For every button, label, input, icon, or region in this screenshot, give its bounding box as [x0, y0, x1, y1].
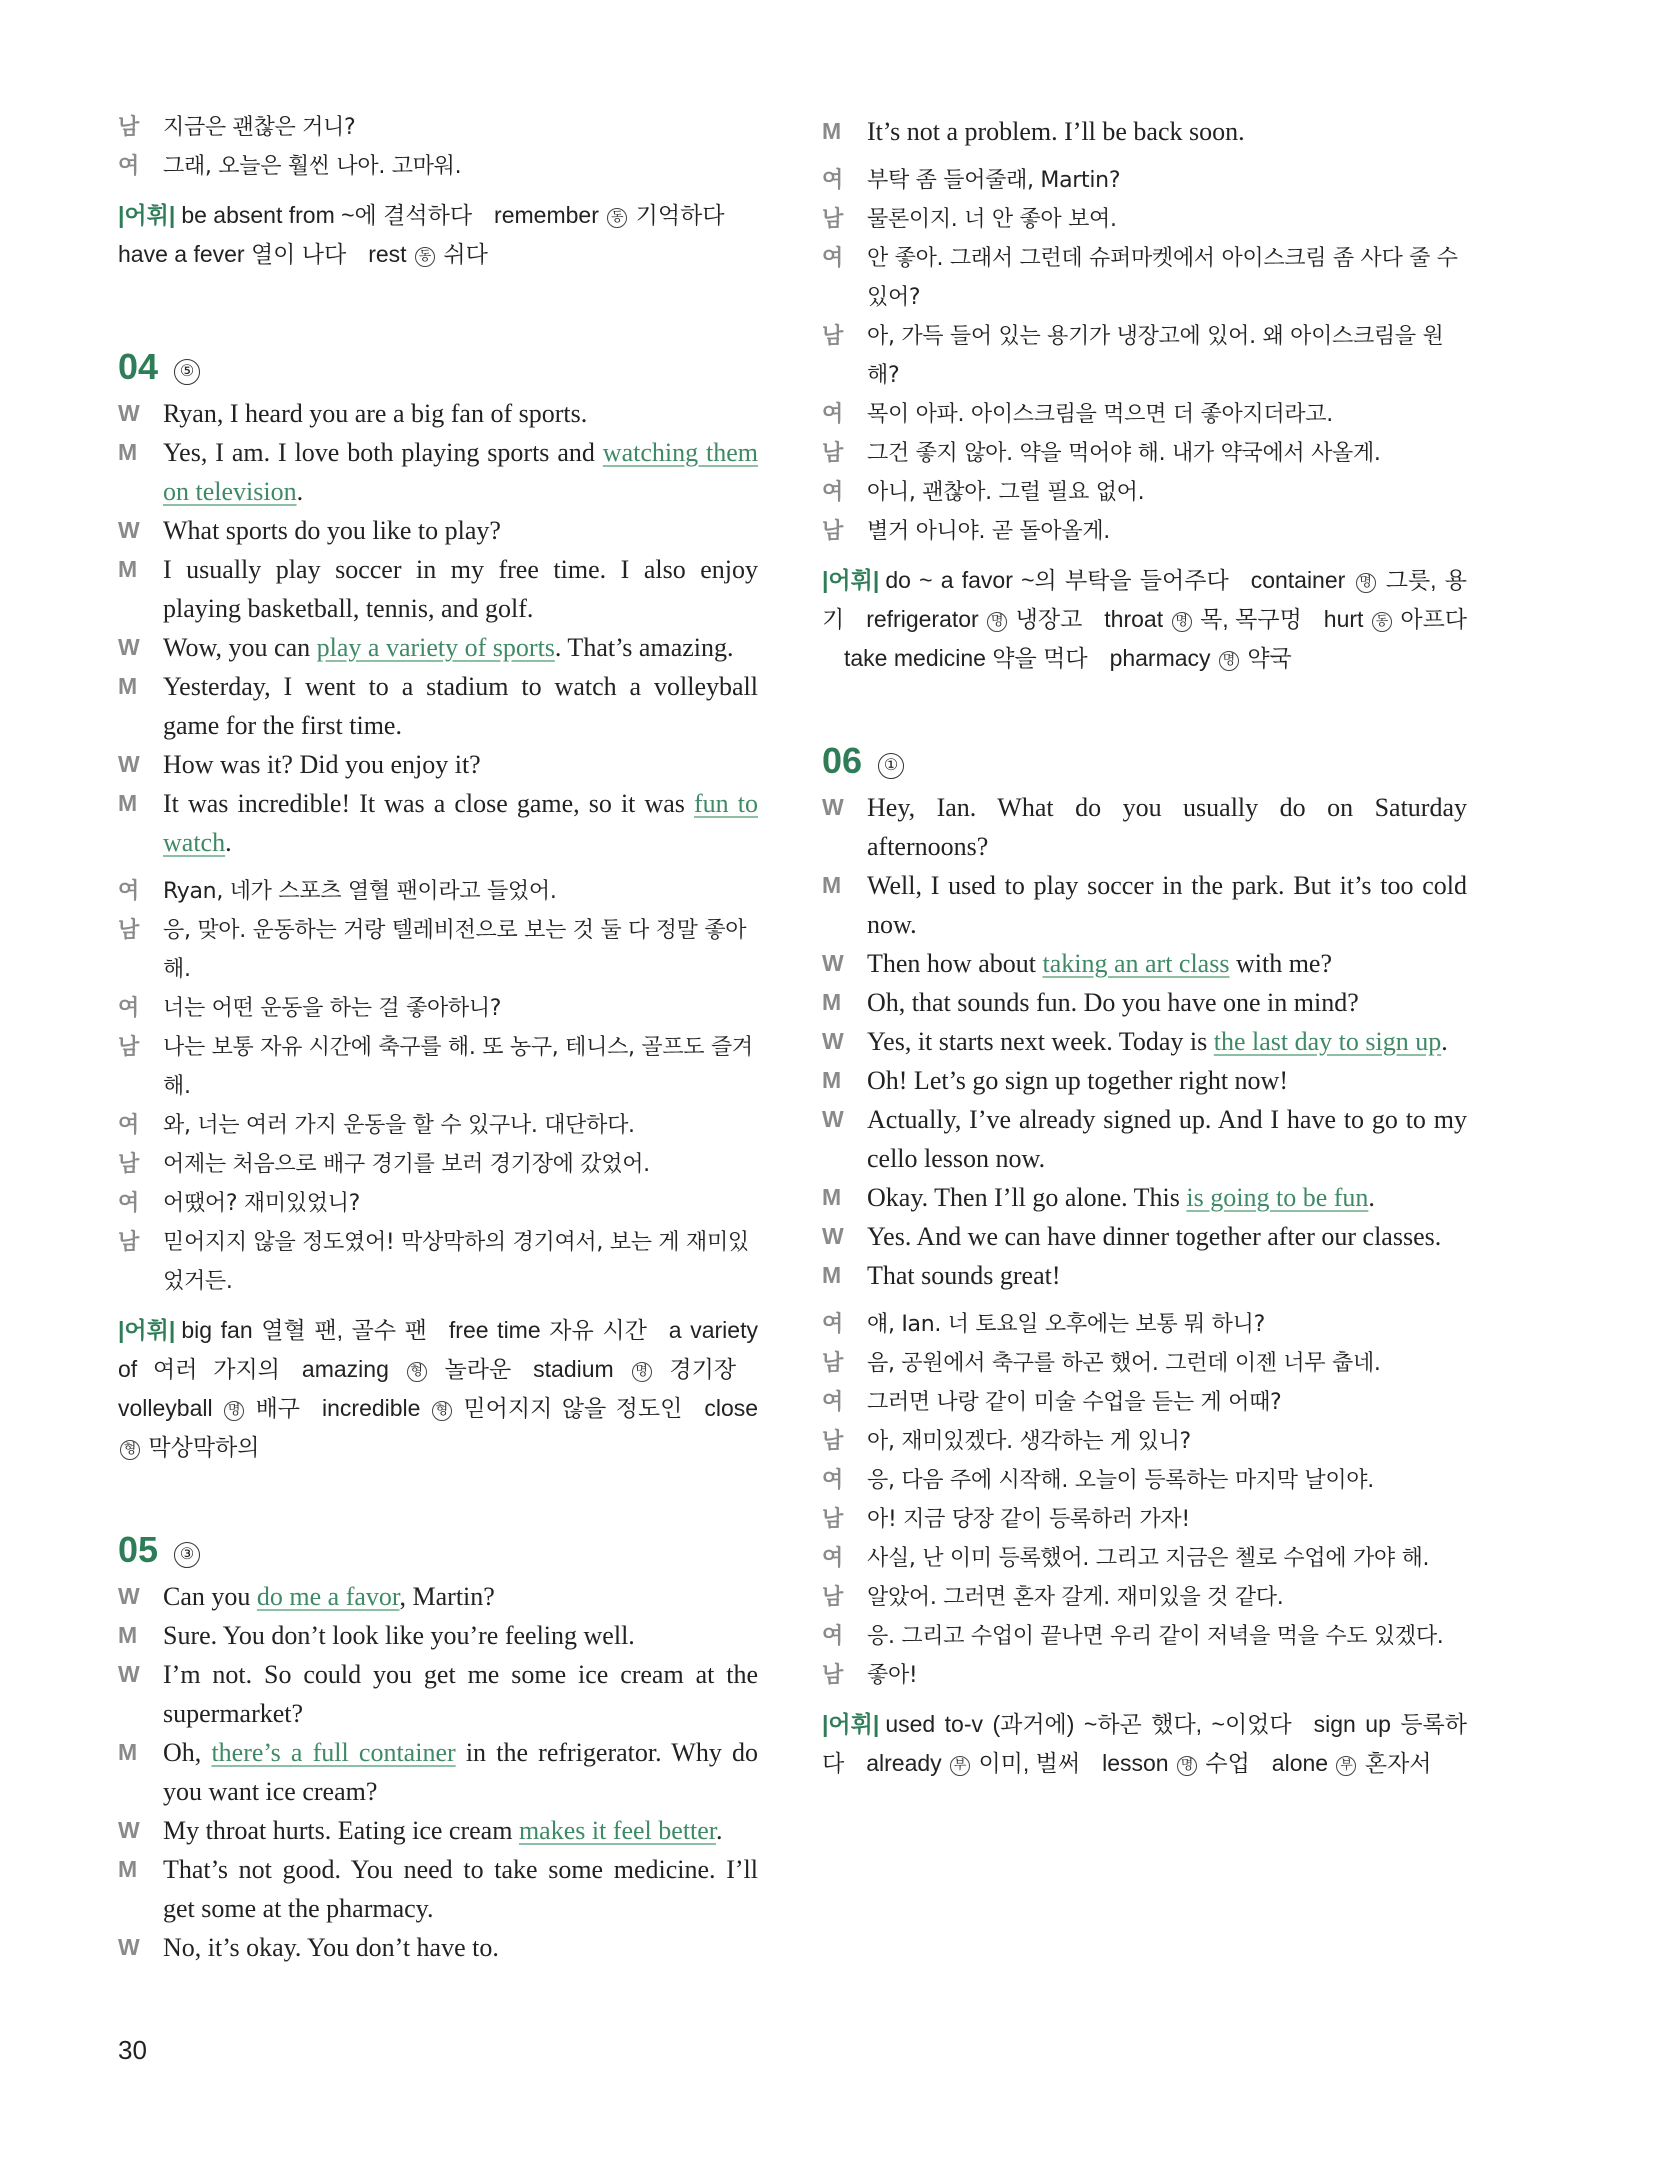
translation-line — [822, 317, 1467, 395]
speaker-label: 남 — [822, 519, 843, 544]
vocab-term: be absent from ~에 결석하다 — [181, 202, 473, 228]
speaker-label: W — [822, 1223, 844, 1249]
dialogue-line — [118, 1655, 758, 1733]
vocab-term: have a fever 열이 나다 — [118, 241, 347, 267]
dialogue-text — [163, 550, 758, 628]
speaker-label: W — [822, 950, 844, 976]
key-phrase: do me a favor — [256, 1582, 400, 1611]
dialogue-line — [822, 1100, 1467, 1178]
translation-text: 지금은 괜찮은 거니? — [163, 115, 356, 140]
speaker-label: 여 — [822, 246, 843, 271]
vocab-term: do ~ a favor ~의 부탁을 들어주다 — [885, 567, 1229, 593]
vocab-term: refrigerator — [866, 606, 979, 632]
key-phrase: makes it feel better — [518, 1816, 717, 1845]
translation-line — [118, 147, 758, 186]
translation-line — [822, 512, 1467, 551]
translation-line — [822, 1383, 1467, 1422]
pos-badge: 명 — [987, 612, 1007, 632]
key-phrase: there’s a full container — [211, 1738, 456, 1767]
question-number: 05 — [118, 1529, 159, 1570]
translation-text: 알았어. 그러면 혼자 갈게. 재미있을 것 같다. — [867, 1585, 1284, 1610]
dialogue-line — [118, 667, 758, 745]
vocab-term: lesson — [1102, 1750, 1169, 1776]
text-run: Yes, I am. I love both playing sports and — [163, 438, 603, 467]
translation-text: 아, 가득 들어 있는 용기가 냉장고에 있어. 왜 아이스크림을 원해? — [867, 324, 1444, 388]
translation-text: 어땠어? 재미있었니? — [163, 1191, 361, 1216]
translation-line — [118, 1184, 758, 1223]
dialogue-text — [163, 511, 758, 550]
dialogue-text — [867, 1217, 1467, 1256]
vocab-term: take medicine 약을 먹다 — [844, 645, 1088, 671]
speaker-label: 남 — [822, 1663, 843, 1688]
vocab-term: used to-v (과거에) ~하곤 했다, ~이었다 — [885, 1711, 1292, 1737]
dialogue-06 — [822, 788, 1467, 1295]
speaker-label: M — [822, 872, 842, 898]
dialogue-line — [118, 784, 758, 862]
question-header-05 — [118, 1529, 758, 1571]
text-run: I’m not. So could you get me some ice cream at the supermarket? — [163, 1660, 758, 1728]
speaker-label: 여 — [822, 1312, 843, 1337]
translation-text: 응. 그리고 수업이 끝나면 우리 같이 저녁을 먹을 수도 있겠다. — [867, 1624, 1444, 1649]
dialogue-line — [118, 1850, 758, 1928]
text-run: Well, I used to play soccer in the park. But it’s too cold now. — [867, 871, 1467, 939]
translation-text: 응, 다음 주에 시작해. 오늘이 등록하는 마지막 날이야. — [867, 1468, 1374, 1493]
dialogue-text — [163, 745, 758, 784]
vocab-list — [118, 1317, 758, 1460]
translation-text: 너는 어떤 운동을 하는 걸 좋아하니? — [163, 996, 502, 1021]
key-phrase: taking an art class — [1042, 949, 1230, 978]
vocab-meaning: 그릇, 용기 — [822, 567, 1468, 632]
speaker-label: 남 — [822, 1585, 843, 1610]
dialogue-line — [118, 1577, 758, 1616]
text-run: How was it? Did you enjoy it? — [163, 750, 481, 779]
dialogue-text — [867, 788, 1467, 866]
translation-text: 믿어지지 않을 정도였어! 막상막하의 경기여서, 보는 게 재미있었거든. — [163, 1230, 749, 1294]
pos-badge: 명 — [632, 1362, 652, 1382]
text-run: Hey, Ian. What do you usually do on Saturday afternoons? — [867, 793, 1467, 861]
text-run: Yes. And we can have dinner together after our classes. — [867, 1222, 1442, 1251]
text-run: Yes, it starts next week. Today is — [867, 1027, 1214, 1056]
vocab-box-03 — [118, 196, 758, 274]
vocab-box-05 — [822, 561, 1467, 678]
vocab-meaning: 아프다 — [1400, 606, 1468, 632]
speaker-label: M — [822, 118, 842, 144]
dialogue-text — [867, 1256, 1467, 1295]
vocab-line — [118, 235, 758, 274]
speaker-label: M — [118, 556, 138, 582]
vocab-meaning: 냉장고 — [1015, 606, 1083, 632]
pos-badge: 형 — [120, 1440, 140, 1460]
speaker-label: 여 — [118, 154, 139, 179]
vocab-term: a variety of 여러 가지의 — [118, 1317, 758, 1382]
dialogue-line — [822, 866, 1467, 944]
text-run: Sure. You don’t look like you’re feeling well. — [163, 1621, 635, 1650]
vocab-meaning: 약국 — [1247, 645, 1292, 671]
vocab-meaning: 기억하다 — [635, 202, 725, 228]
translation-text: 좋아! — [867, 1663, 918, 1688]
dialogue-line — [118, 628, 758, 667]
pos-badge: 명 — [1219, 651, 1239, 671]
speaker-label: W — [118, 400, 140, 426]
speaker-label: 여 — [118, 996, 139, 1021]
dialogue-05-continued — [822, 112, 1467, 151]
dialogue-05 — [118, 1577, 758, 1967]
speaker-label: 남 — [822, 1507, 843, 1532]
speaker-label: M — [822, 989, 842, 1015]
vocab-term: stadium — [533, 1356, 614, 1382]
question-number: 04 — [118, 346, 159, 387]
translation-text: 얘, Ian. 너 토요일 오후에는 보통 뭐 하니? — [867, 1312, 1265, 1337]
translation-line — [118, 1028, 758, 1106]
text-run: Can you — [163, 1582, 257, 1611]
text-run: Oh, that sounds fun. Do you have one in mind? — [867, 988, 1359, 1017]
dialogue-text — [163, 1733, 758, 1811]
speaker-label: 여 — [822, 480, 843, 505]
vocab-term: remember — [494, 202, 599, 228]
dialogue-line — [118, 1616, 758, 1655]
vocab-meaning: 목, 목구멍 — [1200, 606, 1302, 632]
translation-line — [822, 1500, 1467, 1539]
dialogue-text — [163, 433, 758, 511]
dialogue-line — [822, 1178, 1467, 1217]
speaker-label: 여 — [118, 879, 139, 904]
speaker-label: M — [118, 439, 138, 465]
q03-translation-tail — [118, 108, 758, 186]
vocab-tag: |어휘| — [822, 567, 880, 593]
translation-text: 물론이지. 너 안 좋아 보여. — [867, 207, 1117, 232]
text-run: . — [1441, 1027, 1448, 1056]
translation-line — [822, 1578, 1467, 1617]
text-run: . — [1368, 1183, 1375, 1212]
pos-badge: 명 — [1172, 612, 1192, 632]
dialogue-text — [867, 944, 1467, 983]
translation-text: Ryan, 네가 스포츠 열혈 팬이라고 들었어. — [163, 879, 557, 904]
translation-text: 나는 보통 자유 시간에 축구를 해. 또 농구, 테니스, 골프도 즐겨해. — [163, 1035, 753, 1099]
text-run: , Martin? — [399, 1582, 495, 1611]
text-run: Ryan, I heard you are a big fan of sports. — [163, 399, 588, 428]
vocab-meaning: 이미, 벌써 — [978, 1750, 1081, 1776]
dialogue-text — [867, 866, 1467, 944]
text-run: I usually play soccer in my free time. I also enjoy playing basketball, tennis, and golf. — [163, 555, 758, 623]
translation-05 — [822, 161, 1467, 551]
vocab-term: alone — [1271, 1750, 1329, 1776]
speaker-label: 남 — [822, 1351, 843, 1376]
speaker-label: M — [118, 790, 138, 816]
dialogue-line — [118, 1733, 758, 1811]
translation-line — [822, 161, 1467, 200]
dialogue-text — [163, 1850, 758, 1928]
pos-badge: 명 — [1177, 1756, 1197, 1776]
dialogue-line — [118, 1811, 758, 1850]
speaker-label: 남 — [118, 918, 139, 943]
speaker-label: 여 — [822, 168, 843, 193]
dialogue-text — [867, 983, 1467, 1022]
vocab-meaning: 혼자서 — [1364, 1750, 1432, 1776]
translation-line — [822, 1617, 1467, 1656]
answer-mark: ③ — [174, 1542, 200, 1568]
dialogue-text — [163, 784, 758, 862]
translation-line — [822, 395, 1467, 434]
vocab-meaning: 쉬다 — [443, 241, 488, 267]
pos-badge: 부 — [1336, 1756, 1356, 1776]
pos-badge: 형 — [432, 1401, 452, 1421]
vocab-term: sign up 등록하다 — [822, 1711, 1467, 1776]
vocab-term: hurt — [1323, 606, 1364, 632]
dialogue-line — [822, 1061, 1467, 1100]
key-phrase: is going to be fun — [1186, 1183, 1369, 1212]
translation-text: 아! 지금 당장 같이 등록하러 가자! — [867, 1507, 1190, 1532]
translation-text: 와, 너는 여러 가지 운동을 할 수 있구나. 대단하다. — [163, 1113, 635, 1138]
text-run: in the refrigerator. Why do you want ice cream? — [163, 1738, 758, 1806]
dialogue-text — [163, 1616, 758, 1655]
translation-text: 부탁 좀 들어줄래, Martin? — [867, 168, 1121, 193]
text-run: It’s not a problem. I’ll be back soon. — [867, 117, 1245, 146]
left-column — [118, 108, 758, 1967]
dialogue-text — [163, 1928, 758, 1967]
pos-badge: 동 — [607, 208, 627, 228]
dialogue-text — [163, 394, 758, 433]
text-run: Yesterday, I went to a stadium to watch a volleyball game for the first time. — [163, 672, 758, 740]
vocab-meaning: 경기장 — [669, 1356, 737, 1382]
vocab-term: already — [866, 1750, 942, 1776]
vocab-term: free time 자유 시간 — [448, 1317, 647, 1343]
speaker-label: 남 — [822, 207, 843, 232]
dialogue-line — [118, 394, 758, 433]
translation-line — [822, 1461, 1467, 1500]
speaker-label: M — [118, 1856, 138, 1882]
pos-badge: 형 — [407, 1362, 427, 1382]
dialogue-text — [867, 112, 1467, 151]
dialogue-line — [822, 1217, 1467, 1256]
speaker-label: 여 — [822, 402, 843, 427]
text-run: Actually, I’ve already signed up. And I have to go to my cello lesson now. — [867, 1105, 1467, 1173]
vocab-meaning: 믿어지지 않을 정도인 — [463, 1395, 683, 1421]
text-run: That’s not good. You need to take some medicine. I’ll get some at the pharmacy. — [163, 1855, 758, 1923]
translation-line — [822, 473, 1467, 512]
vocab-meaning: 배구 — [255, 1395, 301, 1421]
text-run: Then how about — [867, 949, 1043, 978]
right-column — [822, 112, 1467, 1783]
dialogue-text — [163, 628, 758, 667]
translation-line — [118, 1223, 758, 1301]
text-run: Oh, — [163, 1738, 212, 1767]
vocab-meaning: 수업 — [1205, 1750, 1250, 1776]
translation-text: 응, 맞아. 운동하는 거랑 텔레비전으로 보는 것 둘 다 정말 좋아해. — [163, 918, 747, 982]
translation-text: 어제는 처음으로 배구 경기를 보러 경기장에 갔었어. — [163, 1152, 650, 1177]
translation-line — [822, 1422, 1467, 1461]
vocab-term: close — [704, 1395, 759, 1421]
speaker-label: W — [822, 794, 844, 820]
pos-badge: 명 — [1356, 573, 1376, 593]
text-run: Oh! Let’s go sign up together right now! — [867, 1066, 1288, 1095]
translation-line — [118, 108, 758, 147]
dialogue-line — [118, 550, 758, 628]
text-run: . That’s amazing. — [554, 633, 734, 662]
translation-line — [822, 1539, 1467, 1578]
speaker-label: M — [118, 1622, 138, 1648]
translation-text: 음, 공원에서 축구를 하곤 했어. 그런데 이젠 너무 춥네. — [867, 1351, 1381, 1376]
dialogue-line — [822, 944, 1467, 983]
vocab-term: throat — [1104, 606, 1164, 632]
dialogue-text — [867, 1022, 1467, 1061]
translation-line — [822, 1305, 1467, 1344]
vocab-term: container — [1250, 567, 1346, 593]
speaker-label: 남 — [822, 1429, 843, 1454]
vocab-list — [822, 1711, 1467, 1776]
vocab-list — [822, 567, 1467, 671]
dialogue-line — [118, 511, 758, 550]
dialogue-text — [163, 1811, 758, 1850]
vocab-term: pharmacy — [1109, 645, 1211, 671]
translation-text: 아니, 괜찮아. 그럴 필요 없어. — [867, 480, 1145, 505]
text-run: . — [225, 828, 232, 857]
speaker-label: M — [822, 1184, 842, 1210]
vocab-line — [118, 196, 758, 235]
pos-badge: 동 — [415, 247, 435, 267]
pos-badge: 동 — [1372, 612, 1392, 632]
translation-line — [118, 911, 758, 989]
vocab-term: rest — [368, 241, 407, 267]
translation-line — [118, 1145, 758, 1184]
key-phrase: the last day to sign up — [1213, 1027, 1442, 1056]
key-phrase: fun to watch — [163, 789, 758, 857]
speaker-label: W — [118, 1583, 140, 1609]
dialogue-line — [822, 112, 1467, 151]
answer-mark: ⑤ — [174, 359, 200, 385]
text-run: Okay. Then I’ll go alone. This — [867, 1183, 1187, 1212]
speaker-label: W — [118, 751, 140, 777]
question-header-06 — [822, 740, 1467, 782]
dialogue-line — [118, 1928, 758, 1967]
dialogue-text — [867, 1178, 1467, 1217]
dialogue-text — [163, 1655, 758, 1733]
dialogue-line — [822, 1256, 1467, 1295]
speaker-label: 여 — [118, 1113, 139, 1138]
key-phrase: play a variety of sports — [316, 633, 555, 662]
speaker-label: M — [822, 1067, 842, 1093]
speaker-label: W — [118, 1817, 140, 1843]
speaker-label: 여 — [822, 1546, 843, 1571]
translation-line — [118, 872, 758, 911]
translation-04 — [118, 872, 758, 1301]
dialogue-text — [163, 667, 758, 745]
speaker-label: W — [118, 517, 140, 543]
dialogue-line — [822, 1022, 1467, 1061]
translation-text: 목이 아파. 아이스크림을 먹으면 더 좋아지더라고. — [867, 402, 1333, 427]
vocab-meaning: 놀라운 — [444, 1356, 512, 1382]
translation-text: 그러면 나랑 같이 미술 수업을 듣는 게 어때? — [867, 1390, 1282, 1415]
page-number: 30 — [118, 2035, 147, 2065]
vocab-term: amazing — [301, 1356, 389, 1382]
translation-line — [822, 1344, 1467, 1383]
translation-text: 그건 좋지 않아. 약을 먹어야 해. 내가 약국에서 사올게. — [867, 441, 1381, 466]
speaker-label: M — [118, 673, 138, 699]
speaker-label: 남 — [118, 1230, 139, 1255]
speaker-label: M — [118, 1739, 138, 1765]
vocab-box-06 — [822, 1705, 1467, 1783]
dialogue-line — [118, 433, 758, 511]
pos-badge: 명 — [224, 1401, 244, 1421]
dialogue-04 — [118, 394, 758, 862]
speaker-label: 남 — [822, 324, 843, 349]
text-run: My throat hurts. Eating ice cream — [163, 1816, 519, 1845]
dialogue-text — [163, 1577, 758, 1616]
key-phrase: watching them on television — [163, 438, 759, 506]
speaker-label: 여 — [822, 1624, 843, 1649]
vocab-box-04 — [118, 1311, 758, 1467]
translation-text: 사실, 난 이미 등록했어. 그리고 지금은 첼로 수업에 가야 해. — [867, 1546, 1430, 1571]
text-run: It was incredible! It was a close game, so it was — [163, 789, 695, 818]
vocab-term: volleyball — [118, 1395, 213, 1421]
speaker-label: 여 — [822, 1468, 843, 1493]
translation-06 — [822, 1305, 1467, 1695]
question-number: 06 — [822, 740, 863, 781]
text-run: That sounds great! — [867, 1261, 1061, 1290]
translation-line — [822, 434, 1467, 473]
speaker-label: 남 — [118, 1035, 139, 1060]
speaker-label: 남 — [822, 441, 843, 466]
vocab-term: big fan 열혈 팬, 골수 팬 — [181, 1317, 427, 1343]
text-run: No, it’s okay. You don’t have to. — [163, 1933, 499, 1962]
translation-text: 안 좋아. 그래서 그런데 슈퍼마켓에서 아이스크림 좀 사다 줄 수 있어? — [867, 246, 1458, 310]
speaker-label: 여 — [118, 1191, 139, 1216]
translation-line — [118, 1106, 758, 1145]
translation-text: 그래, 오늘은 훨씬 나아. 고마워. — [163, 154, 462, 179]
translation-line — [822, 1656, 1467, 1695]
speaker-label: 여 — [822, 1390, 843, 1415]
translation-text: 별거 아니야. 곧 돌아올게. — [867, 519, 1110, 544]
text-run: with me? — [1229, 949, 1332, 978]
vocab-term: incredible — [322, 1395, 421, 1421]
translation-line — [118, 989, 758, 1028]
question-header-04 — [118, 346, 758, 388]
speaker-label: W — [118, 1661, 140, 1687]
answer-mark: ① — [878, 753, 904, 779]
speaker-label: W — [118, 1934, 140, 1960]
pos-badge: 부 — [950, 1756, 970, 1776]
dialogue-line — [822, 983, 1467, 1022]
dialogue-text — [867, 1061, 1467, 1100]
speaker-label: W — [822, 1028, 844, 1054]
vocab-tag: |어휘| — [118, 202, 176, 228]
translation-line — [822, 239, 1467, 317]
dialogue-line — [118, 745, 758, 784]
text-run: What sports do you like to play? — [163, 516, 501, 545]
vocab-meaning: 막상막하의 — [148, 1434, 260, 1460]
vocab-tag: |어휘| — [118, 1317, 176, 1343]
dialogue-line — [822, 788, 1467, 866]
translation-text: 아, 재미있겠다. 생각하는 게 있니? — [867, 1429, 1191, 1454]
text-run: Wow, you can — [163, 633, 317, 662]
text-run: . — [716, 1816, 723, 1845]
vocab-tag: |어휘| — [822, 1711, 880, 1737]
speaker-label: W — [118, 634, 140, 660]
dialogue-text — [867, 1100, 1467, 1178]
speaker-label: 남 — [118, 115, 139, 140]
text-run: . — [296, 477, 304, 506]
speaker-label: M — [822, 1262, 842, 1288]
speaker-label: W — [822, 1106, 844, 1132]
translation-line — [822, 200, 1467, 239]
speaker-label: 남 — [118, 1152, 139, 1177]
